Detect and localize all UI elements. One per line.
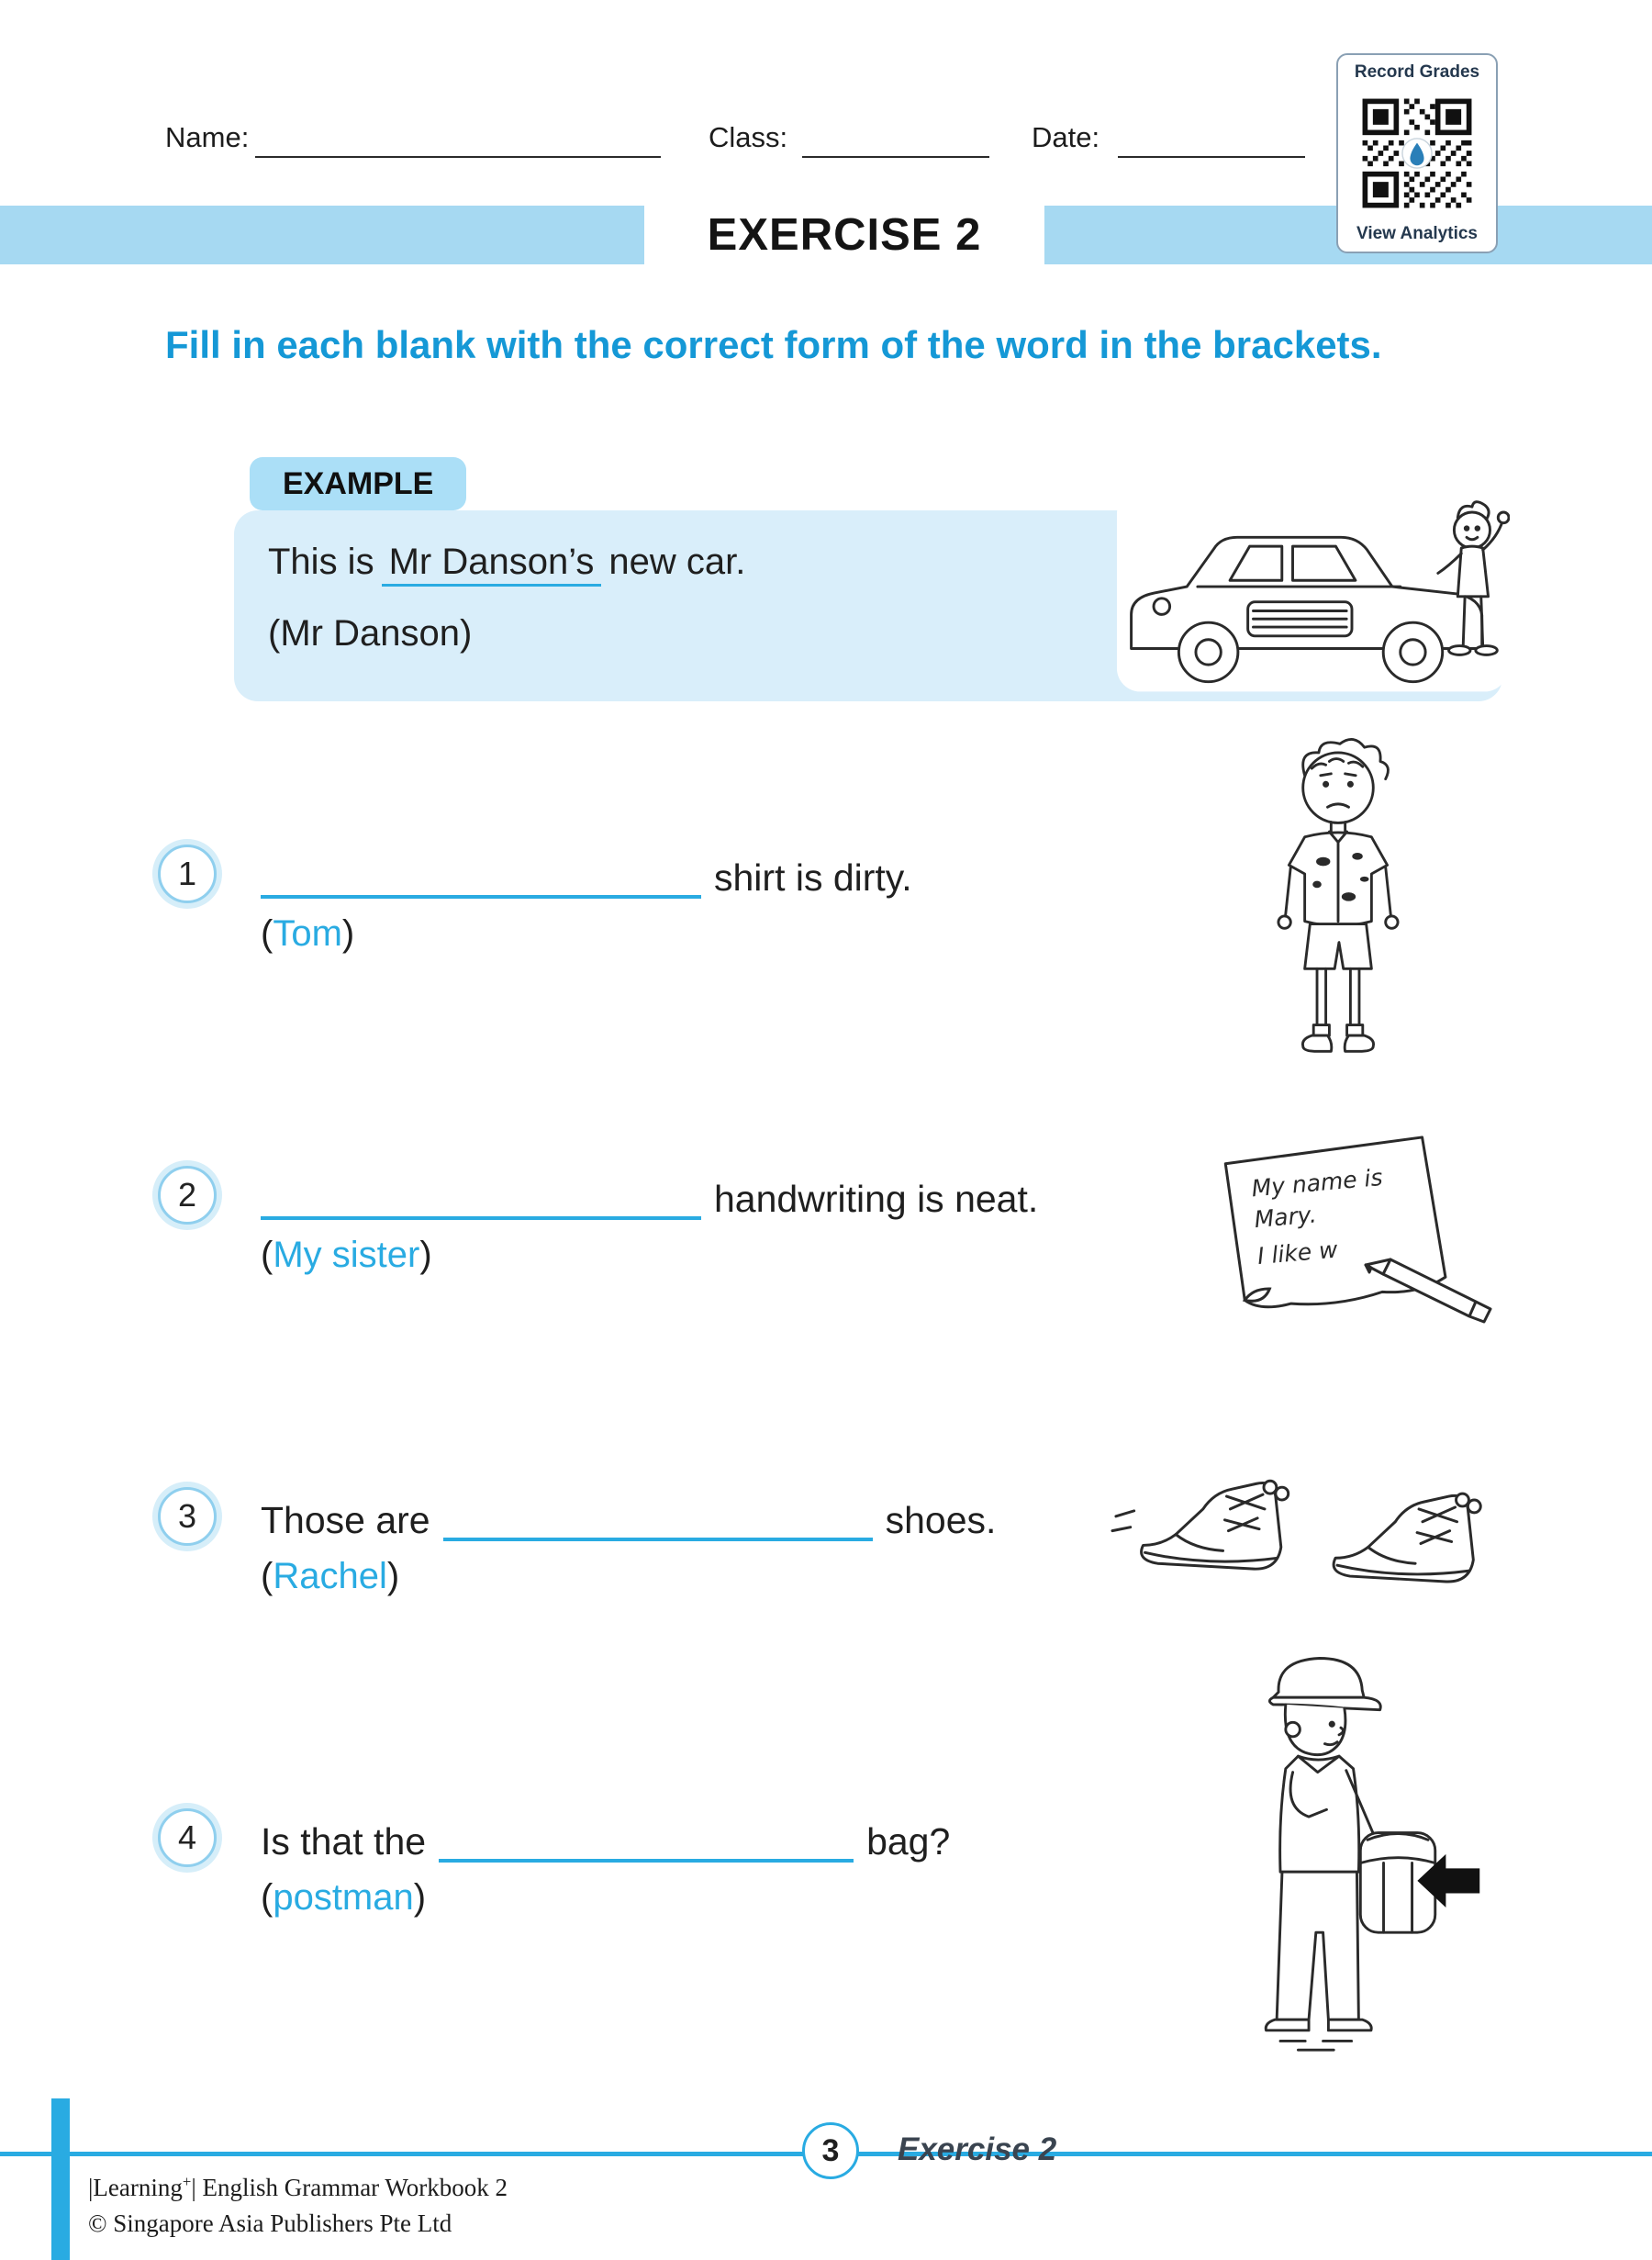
example-label: EXAMPLE [250, 457, 466, 510]
dirty-shirt-boy-illustration [1241, 730, 1435, 1099]
qr-code-icon [1356, 92, 1479, 215]
bracket-hint-2 [261, 1235, 432, 1276]
question-pre-text: Those are [261, 1498, 430, 1541]
question-number-3: 3 [158, 1487, 217, 1546]
page-number-badge: 3 [802, 2122, 859, 2179]
paren-close: ) [386, 1556, 400, 1596]
question-number-2: 2 [158, 1166, 217, 1225]
imprint-line-2: © Singapore Asia Publishers Pte Ltd [88, 2210, 452, 2238]
bracket-hint-4 [261, 1877, 426, 1919]
qr-panel [1336, 53, 1498, 253]
exercise-footer-label: Exercise 2 [898, 2131, 1057, 2167]
date-label: Date: [1032, 121, 1100, 153]
paren-close: ) [341, 913, 355, 954]
qr-bottom-label: View Analytics [1356, 224, 1478, 243]
postman-illustration [1193, 1639, 1487, 2088]
bracket-word: postman [273, 1877, 414, 1918]
question-3 [261, 1492, 996, 1541]
paren-close: ) [419, 1235, 432, 1275]
instructions-text: Fill in each blank with the correct form of the word in the brackets. [165, 323, 1382, 366]
question-2 [261, 1170, 1038, 1220]
note-text-line-3: I like w [1256, 1236, 1339, 1270]
paren-open: ( [261, 1556, 273, 1596]
class-blank-line[interactable] [802, 156, 989, 158]
question-post-text: shoes. [885, 1498, 997, 1541]
bracket-word: My sister [273, 1235, 420, 1275]
date-blank-line[interactable] [1118, 156, 1305, 158]
note-text-line-2: Mary. [1253, 1201, 1318, 1234]
question-post-text: handwriting is neat. [714, 1177, 1039, 1220]
question-number-4: 4 [158, 1808, 217, 1867]
footer-accent-bar [51, 2098, 70, 2260]
answer-blank-2[interactable] [261, 1170, 701, 1220]
imprint-line-1 [88, 2170, 508, 2206]
note-and-pencil-illustration [1184, 1129, 1501, 1349]
paren-close: ) [413, 1877, 427, 1918]
bracket-word: Tom [273, 913, 342, 954]
imprint-book-sup: + [182, 2173, 192, 2190]
example-answer: Mr Danson’s [382, 542, 602, 587]
note-text-line-1: My name is [1250, 1163, 1384, 1203]
answer-blank-1[interactable] [261, 849, 701, 899]
exercise-title: EXERCISE 2 [707, 210, 982, 260]
class-label: Class: [709, 121, 788, 153]
answer-blank-3[interactable] [443, 1492, 873, 1541]
shoes-illustration [1109, 1409, 1499, 1595]
bracket-word: Rachel [273, 1556, 387, 1596]
question-number-1: 1 [158, 845, 217, 903]
imprint [88, 2170, 508, 2242]
name-label: Name: [165, 121, 250, 153]
example-bracket: (Mr Danson) [268, 613, 473, 654]
example-sentence [268, 542, 745, 583]
question-pre-text: Is that the [261, 1819, 427, 1863]
paren-open: ( [261, 913, 273, 954]
name-blank-line[interactable] [255, 156, 661, 158]
imprint-book-prefix: |Learning [88, 2174, 183, 2201]
man-with-car-illustration [1115, 475, 1510, 705]
example-sentence-suffix: new car. [608, 542, 746, 582]
paren-open: ( [261, 1877, 273, 1918]
qr-top-label: Record Grades [1354, 62, 1480, 82]
paren-open: ( [261, 1235, 273, 1275]
example-sentence-prefix: This is [268, 542, 374, 582]
imprint-book-suffix: | English Grammar Workbook 2 [191, 2174, 508, 2201]
question-post-text: bag? [866, 1819, 951, 1863]
bracket-hint-1 [261, 913, 354, 955]
bracket-hint-3 [261, 1556, 399, 1597]
exercise-title-box [644, 206, 1044, 264]
question-1 [261, 849, 912, 899]
answer-blank-4[interactable] [439, 1813, 854, 1863]
question-4 [261, 1813, 950, 1863]
question-post-text: shirt is dirty. [714, 856, 912, 899]
